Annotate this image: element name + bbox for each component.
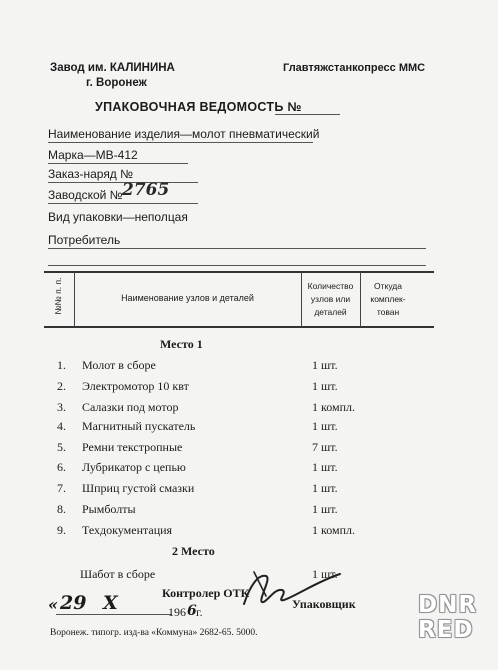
header-col-quantity	[301, 280, 360, 319]
place-2-item-name: Шабот в сборе	[80, 567, 156, 581]
item-name: Электромотор 10 квт	[82, 379, 189, 393]
list-item	[0, 481, 498, 499]
list-item	[0, 523, 498, 541]
serial-field-label: Заводской №	[48, 188, 123, 202]
date-year-handwritten: 6	[187, 603, 197, 619]
header-origin-line-3: тован	[376, 307, 400, 317]
date-underline	[56, 614, 172, 615]
list-item	[0, 460, 498, 478]
brand-field: Марка—МВ-412	[48, 148, 138, 162]
item-quantity: 1 шт.	[312, 419, 338, 433]
brand-underline	[48, 163, 188, 164]
plant-city: г. Воронеж	[86, 77, 147, 89]
item-quantity: 1 шт.	[312, 460, 338, 474]
header-qty-line-2: узлов или	[310, 294, 351, 304]
list-item	[0, 379, 498, 397]
place-2-item-quantity: 1 шт.	[312, 567, 338, 581]
header-qty-line-3: деталей	[314, 307, 347, 317]
item-quantity: 1 шт.	[312, 481, 338, 495]
table-top-border	[44, 271, 434, 273]
item-number: 8.	[57, 502, 66, 516]
item-quantity: 1 шт.	[312, 358, 338, 372]
item-quantity: 1 шт.	[312, 379, 338, 393]
item-number: 1.	[57, 358, 66, 372]
item-quantity: 1 компл.	[312, 523, 355, 537]
header-origin-line-2: комплек-	[370, 294, 406, 304]
ministry-name: Главтяжстанкопресс ММС	[283, 62, 426, 74]
controller-label: Контролер ОТК	[162, 586, 250, 600]
item-number: 3.	[57, 400, 66, 414]
title-number-line	[275, 114, 340, 115]
product-underline	[48, 142, 313, 143]
printer-imprint: Воронеж. типогр. изд-ва «Коммуна» 2682-65. 5000.	[50, 628, 258, 638]
serial-underline	[48, 203, 198, 204]
item-quantity: 1 компл.	[312, 400, 355, 414]
product-name-field: Наименование изделия—молот пневматический	[48, 127, 320, 141]
header-qty-line-1: Количество	[307, 281, 354, 291]
item-name: Магнитный пускатель	[82, 419, 196, 433]
consumer-underline	[48, 248, 426, 249]
item-name: Техдокументация	[82, 523, 173, 537]
place-2-title: 2 Место	[172, 544, 215, 558]
packer-label: Упаковщик	[292, 597, 356, 611]
table-header-bottom-border	[44, 326, 434, 328]
item-number: 7.	[57, 481, 66, 495]
item-number: 6.	[57, 460, 66, 474]
packing-type-field: Вид упаковки—неполцая	[48, 210, 188, 224]
plant-name: Завод им. КАЛИНИНА	[50, 62, 175, 74]
item-number: 9.	[57, 523, 66, 537]
order-field: Заказ-наряд №	[48, 167, 134, 181]
watermark-line-1: DNR	[418, 592, 478, 618]
item-name: Молот в сборе	[82, 358, 156, 372]
date-month: X	[103, 592, 118, 614]
item-quantity: 7 шт.	[312, 440, 338, 454]
place-1-title: Место 1	[160, 337, 203, 351]
list-item	[0, 400, 498, 418]
item-number: 2.	[57, 379, 66, 393]
item-name: Лубрикатор с цепью	[82, 460, 186, 474]
serial-handwritten-value: 2765	[122, 180, 170, 200]
item-quantity: 1 шт.	[312, 502, 338, 516]
date-open-quote: «	[48, 595, 58, 614]
list-item	[0, 502, 498, 520]
header-origin-line-1: Откуда	[374, 281, 402, 291]
item-name: Салазки под мотор	[82, 400, 179, 414]
item-name: Шприц густой смазки	[82, 481, 195, 495]
watermark-logo	[418, 593, 477, 643]
item-number: 4.	[57, 419, 66, 433]
consumer-extra-line	[48, 265, 426, 266]
date-day: 29	[60, 592, 87, 614]
date-suffix: г.	[196, 605, 203, 619]
header-col-number: №№ п. п.	[53, 277, 63, 315]
header-col-name: Наименование узлов и деталей	[121, 293, 254, 303]
item-number: 5.	[57, 440, 66, 454]
consumer-field: Потребитель	[48, 233, 121, 247]
item-name: Ремни текстропные	[82, 440, 183, 454]
document-title: УПАКОВОЧНАЯ ВЕДОМОСТЬ №	[95, 100, 302, 114]
list-item	[0, 419, 498, 437]
header-col-origin	[360, 280, 416, 319]
watermark-line-2: RED	[418, 617, 474, 643]
list-item	[0, 358, 498, 376]
date-year-prefix: 196	[168, 605, 186, 619]
list-item	[0, 440, 498, 458]
item-name: Рымболты	[82, 502, 136, 516]
